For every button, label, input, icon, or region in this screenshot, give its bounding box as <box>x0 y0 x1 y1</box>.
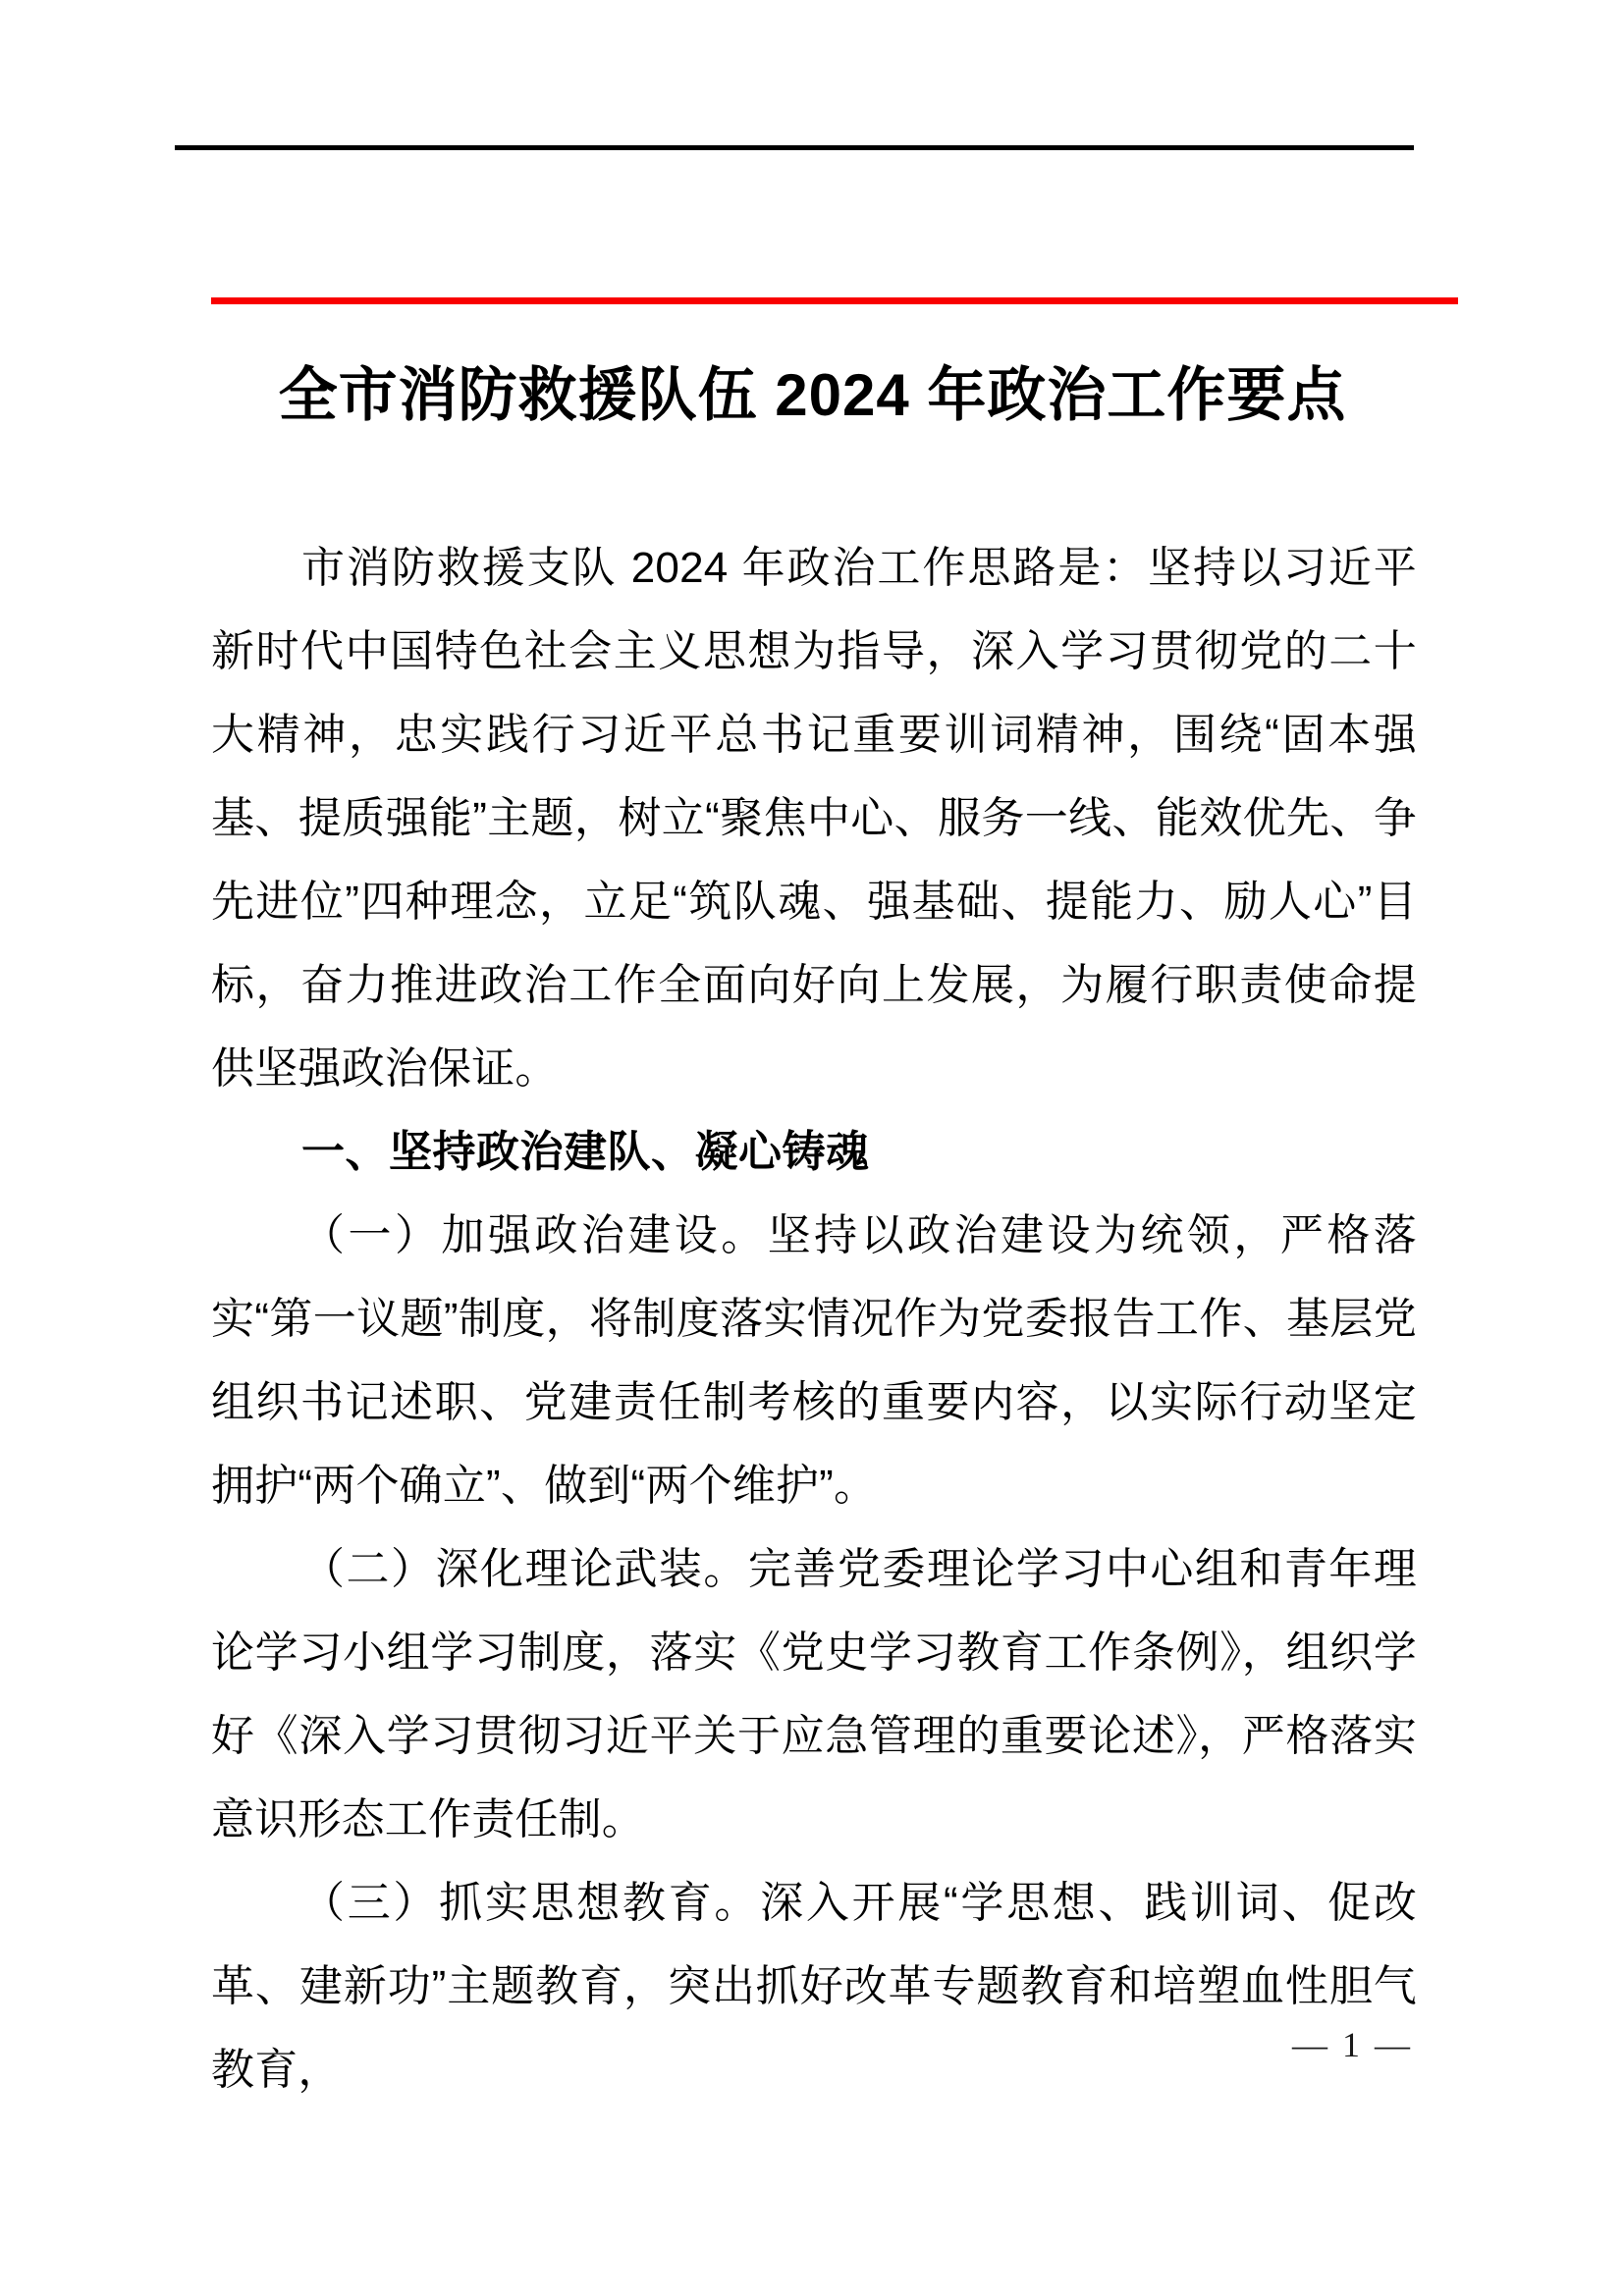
header-divider-rule <box>175 145 1414 150</box>
item-1-paragraph: （一）加强政治建设。坚持以政治建设为统领，严格落实“第一议题”制度，将制度落实情况作为党委报告工作、基层党组织书记述职、党建责任制考核的重要内容，以实际行动坚定拥护“两个确立”、做到“两个维护”。 <box>211 1211 1417 1510</box>
page-title: 全市消防救援队伍 2024 年政治工作要点 <box>278 362 1347 428</box>
item-2-paragraph: （二）深化理论武装。完善党委理论学习中心组和青年理论学习小组学习制度，落实《党史学习教育工作条例》，组织学好《深入学习贯彻习近平关于应急管理的重要论述》，严格落实意识形态工作责任制。 <box>211 1545 1417 1843</box>
item-3-paragraph: （三）抓实思想教育。深入开展“学思想、践训词、促改革、建新功”主题教育，突出抓好改革专题教育和培塑血性胆气教育， <box>211 1879 1417 2094</box>
section-heading-1: 一、坚持政治建队、凝心铸魂 <box>301 1128 870 1176</box>
page-number: — 1 — <box>1292 2025 1413 2064</box>
red-accent-rule <box>211 297 1458 304</box>
document-body <box>211 526 1417 2111</box>
intro-paragraph: 市消防救援支队 2024 年政治工作思路是：坚持以习近平新时代中国特色社会主义思想为指导，深入学习贯彻党的二十大精神，忠实践行习近平总书记重要训词精神，围绕“固本强基、提质强能”主题，树立“聚焦中心、服务一线、能效优先、争先进位”四种理念，立足“筑队魂、强基础、提能力、励人心”目标，奋力推进政治工作全面向好向上发展，为履行职责使命提供坚强政治保证。 <box>211 544 1417 1093</box>
